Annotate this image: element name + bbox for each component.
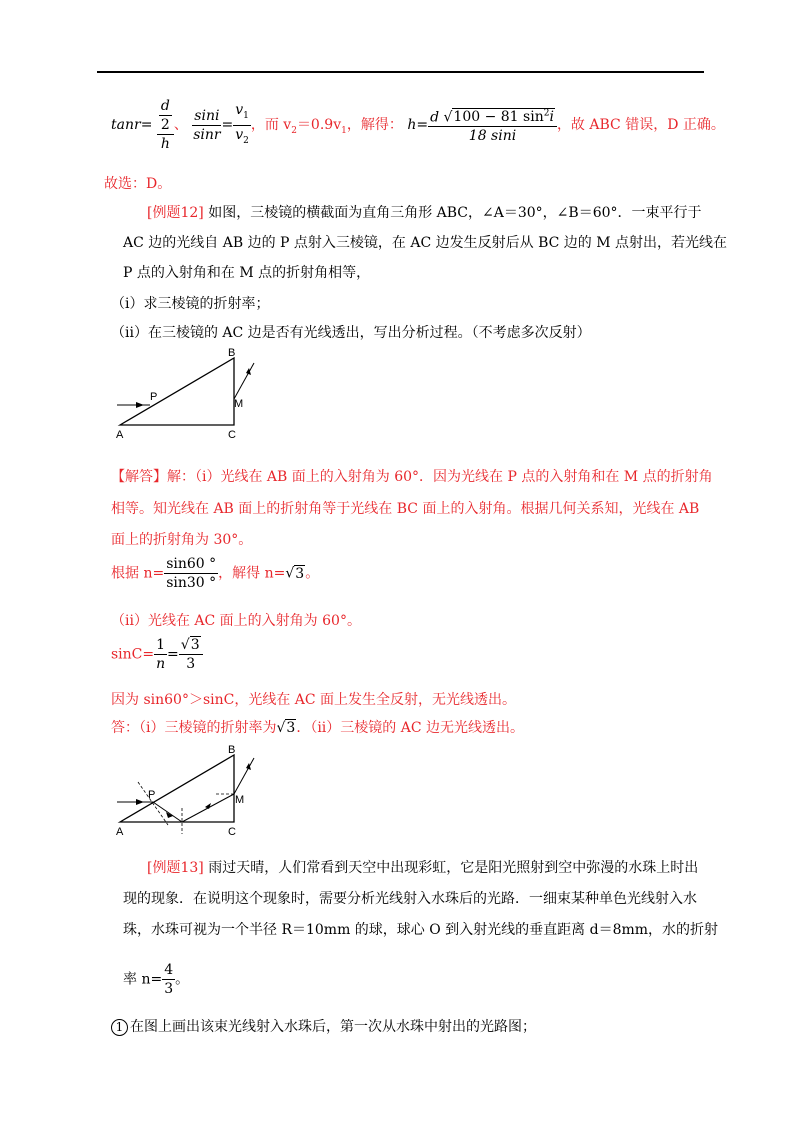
vertex-a-label: A xyxy=(116,429,124,441)
answer-tag: 【解答】 xyxy=(111,469,167,485)
text-segment: sinC= xyxy=(111,646,155,663)
separator: 、 xyxy=(173,117,188,133)
frac-num: 4 xyxy=(164,962,174,978)
vertex-c-label: C xyxy=(228,826,236,838)
answer-line3: 面上的折射角为 30°。 xyxy=(111,532,253,548)
point-p-label: P xyxy=(150,391,158,403)
sin-ratio-fraction xyxy=(164,555,218,592)
subscript: 2 xyxy=(243,135,249,146)
subscript: 1 xyxy=(243,110,249,121)
ex12-q2: （ii）在三棱镜的 AC 边是否有光线透出，写出分析过程。（不考虑多次反射） xyxy=(111,325,591,341)
ex12-line3: P 点的入射角和在 M 点的折射角相等， xyxy=(123,265,371,281)
prism-figure-2 xyxy=(110,740,260,840)
arrow-head xyxy=(136,799,144,805)
formula-line: tanr= $\frac{\frac{d}{2}}{h}$ 、 $\frac{\sin i}{\sin r}$ = $\frac{v_1}{v_2}$ ，而 $v_2=0.9v_1$，解得： h= $\frac{d √100 - 81 \sin^2i}{18 \sin i}$ ，故 ABC 错误，D 正确。 xyxy=(111,98,725,152)
point-p-label: P xyxy=(148,789,156,801)
radicand: i xyxy=(549,109,554,126)
frac-den: n xyxy=(156,656,166,672)
ex13-text: 雨过天晴，人们常看到天空中出现彩虹，它是阳光照射到空中弥漫的水珠上时出 xyxy=(203,860,699,876)
ex13-tag: [例题13] xyxy=(147,860,204,876)
vertex-a-label: A xyxy=(116,826,124,838)
text-segment: ＝0.9v xyxy=(296,117,342,133)
vertex-b-label: B xyxy=(228,347,236,359)
prism-triangle xyxy=(120,755,234,822)
vertex-b-label: B xyxy=(228,744,236,756)
radicand: 3 xyxy=(190,637,200,653)
tanr-label: tanr xyxy=(111,117,141,133)
frac-den: sinr xyxy=(193,126,221,143)
text-segment: ，解得： xyxy=(346,117,403,133)
text-segment: 答：（i）三棱镜的折射率为 xyxy=(111,720,277,736)
frac-num: 1 xyxy=(156,637,166,653)
frac-den: sin30 ° xyxy=(166,575,217,591)
radicand: 100 − 81 sin xyxy=(453,109,544,126)
point-m-label: M xyxy=(234,398,244,410)
text-segment: 率 n= xyxy=(123,971,163,988)
root3-over-3: $\frac{√3}{3}$ xyxy=(179,636,203,673)
ex13-line3: 珠，水珠可视为一个半径 R＝10mm 的球，球心 O 到入射光线的垂直距离 d＝8mm，水的折射 xyxy=(123,922,719,938)
exit-ray xyxy=(234,758,254,794)
frac-den: 18 sini xyxy=(468,128,517,145)
total-reflection-note: 因为 sin60°＞sinC，光线在 AC 面上发生全反射，无光线透出。 xyxy=(111,692,517,708)
frac-num: d xyxy=(160,98,170,114)
v1-over-v2 xyxy=(233,101,251,150)
text-segment: 。 xyxy=(175,971,190,988)
equals-sign: = xyxy=(167,646,179,663)
frac-den: v xyxy=(235,126,244,143)
frac-num: v xyxy=(235,101,244,118)
arrow-head xyxy=(205,803,211,809)
answer-ii: （ii）光线在 AC 面上的入射角为 60°。 xyxy=(111,613,361,629)
answer-line1 xyxy=(111,466,713,486)
choose-answer: 故选：D。 xyxy=(104,176,172,192)
sini-over-sinr xyxy=(192,107,221,144)
text-segment: ，解得 n= xyxy=(218,565,286,582)
ex13-line1 xyxy=(147,857,698,877)
text-segment: 。 xyxy=(305,565,320,582)
arrow-head xyxy=(136,402,144,408)
subscript: 2 xyxy=(291,125,297,136)
sinc-formula xyxy=(111,636,203,673)
ex12-line1 xyxy=(147,202,702,222)
frac-den: 2 xyxy=(160,117,170,133)
ex13-q1 xyxy=(111,1016,536,1036)
ex13-q1-text: 在图上画出该束光线射入水珠后，第一次从水珠中射出的光路图； xyxy=(130,1019,536,1035)
refracted-ray xyxy=(153,802,182,822)
frac-den: h xyxy=(160,136,170,152)
exit-ray xyxy=(234,363,254,399)
text-segment: 根据 n= xyxy=(111,565,165,582)
circled-number: 1 xyxy=(111,1019,128,1036)
refractive-index-formula: 根据 n= $\frac{\sin 60 ^\circ}{\sin 30 ^\circ}$ ，解得 n=√3。 xyxy=(111,556,320,591)
ex13-line2: 现的现象．在说明这个现象时，需要分析光线射入水珠后的光路．一细束某种单色光线射入水 xyxy=(123,891,697,907)
header-rule xyxy=(97,71,704,73)
final-answer: 答：（i）三棱镜的折射率为√3．（ii）三棱镜的 AC 边无光线透出。 xyxy=(111,720,525,736)
text-segment: ，而 v xyxy=(250,117,292,133)
frac-num: sini xyxy=(194,107,220,124)
prism-triangle xyxy=(120,358,234,425)
vertex-c-label: C xyxy=(228,429,236,441)
refraction-rate xyxy=(123,961,189,998)
ex12-tag: [例题12] xyxy=(147,205,204,221)
frac-den: 3 xyxy=(186,656,196,672)
frac-num: d xyxy=(430,109,440,126)
superscript: 2 xyxy=(543,108,550,119)
subscript: 1 xyxy=(341,125,347,136)
ex12-q1: （i）求三棱镜的折射率； xyxy=(111,296,270,312)
point-m-label: M xyxy=(235,794,245,806)
prism-figure-1 xyxy=(110,343,260,443)
d-half-over-h xyxy=(157,97,174,153)
radicand: 3 xyxy=(295,565,305,582)
answer-line2: 相等。知光线在 AB 面上的折射角等于光线在 BC 面上的入射角。根据几何关系知，光线在 AB xyxy=(111,501,700,517)
answer-text: 解：（i）光线在 AB 面上的入射角为 60°．因为光线在 P 点的入射角和在 M 点的折射角 xyxy=(167,469,713,485)
h-solution-fraction: $\frac{d √100 - 81 \sin^2i}{18 \sin i}$ xyxy=(428,105,557,146)
one-over-n xyxy=(154,636,167,673)
h-label: h xyxy=(407,117,417,133)
equals-sign: = xyxy=(140,117,153,133)
radicand: 3 xyxy=(286,720,296,736)
ex12-line2: AC 边的光线自 AB 边的 P 点射入三棱镜，在 AC 边发生反射后从 BC 边的 M 点射出，若光线在 xyxy=(123,235,728,251)
frac-num: sin60 ° xyxy=(166,556,217,572)
text-segment: ．（ii）三棱镜的 AC 边无光线透出。 xyxy=(296,720,525,736)
frac-den: 3 xyxy=(164,981,174,997)
ex12-text: 如图，三棱镜的横截面为直角三角形 ABC，∠A＝30°，∠B＝60°．一束平行于 xyxy=(203,205,702,221)
four-thirds xyxy=(162,961,175,998)
text-segment: ，故 ABC 错误，D 正确。 xyxy=(556,117,725,133)
